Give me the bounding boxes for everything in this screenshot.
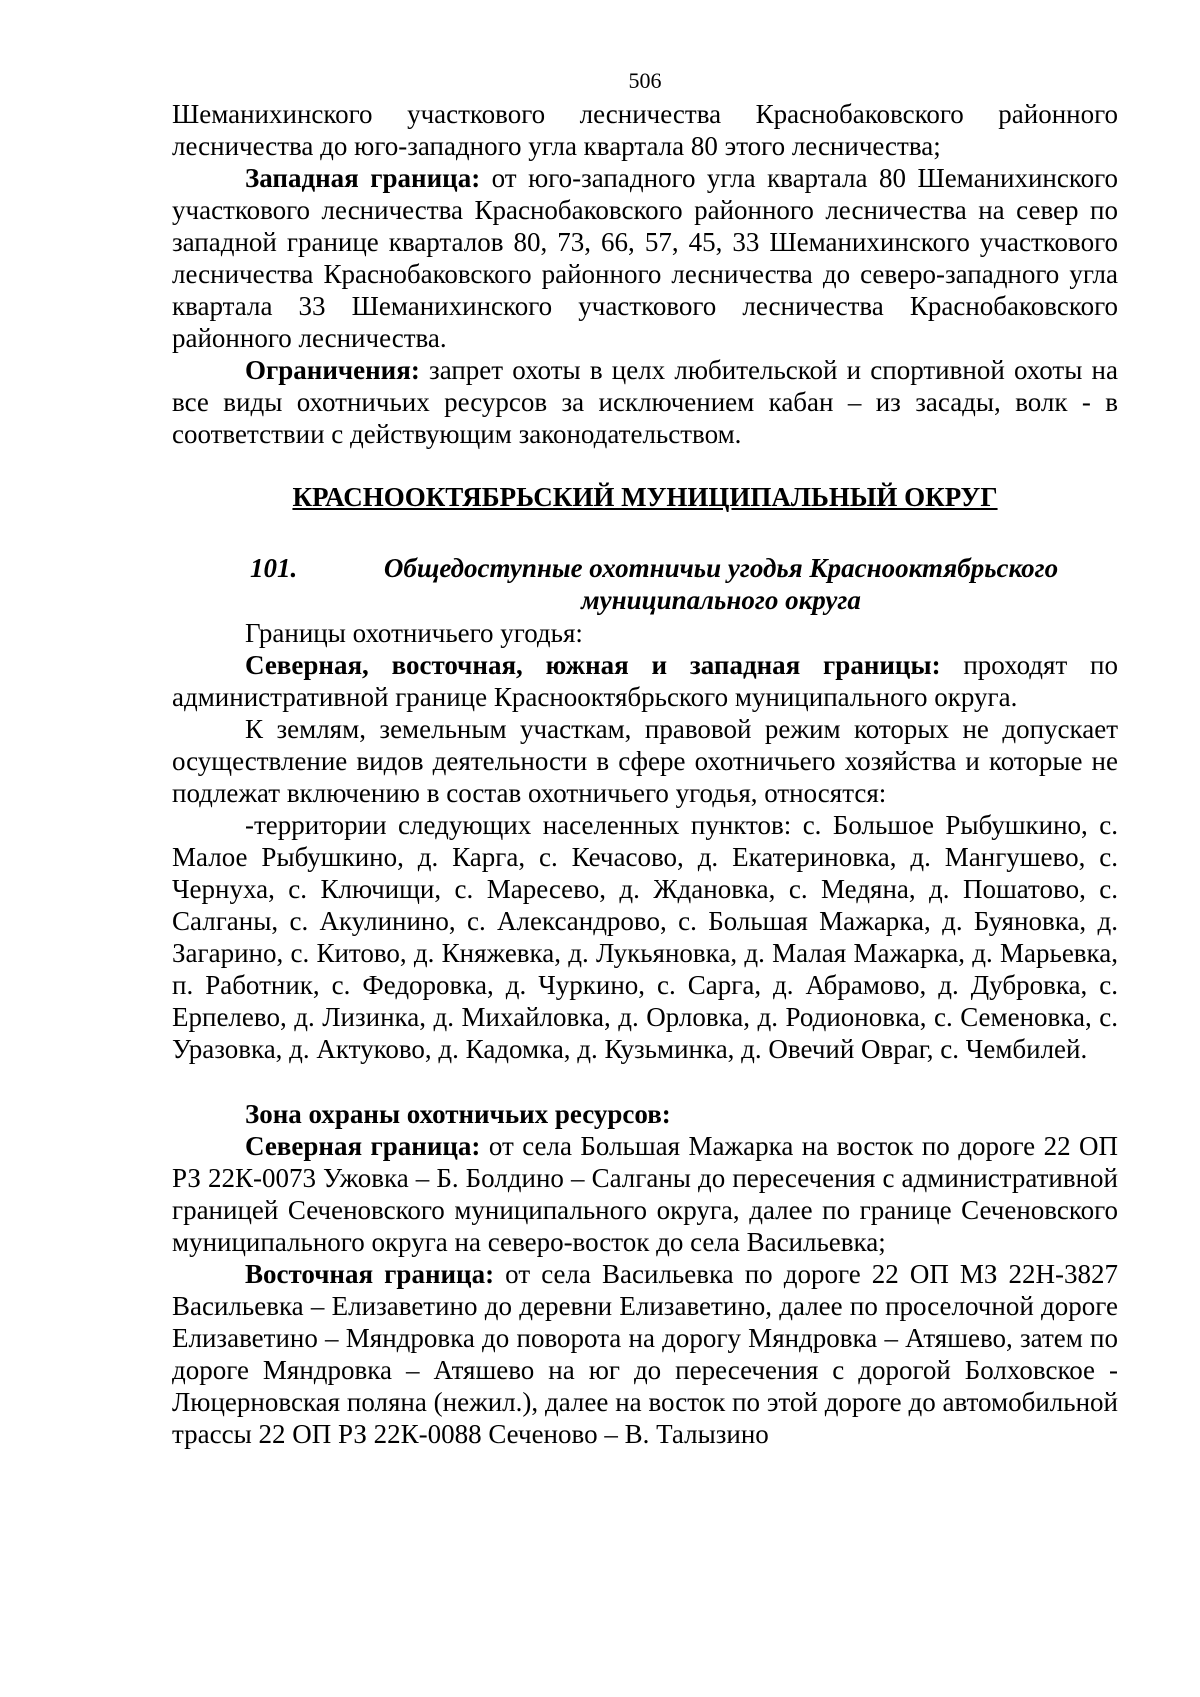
north-boundary-paragraph [172,1130,1118,1258]
document-page [172,66,1118,1450]
all-boundaries-text: проходят по административной границе Краснооктябрьского муниципального округа. [172,650,1118,712]
west-boundary-paragraph [172,162,1118,354]
district-heading: КРАСНООКТЯБРЬСКИЙ МУНИЦИПАЛЬНЫЙ ОКРУГ [292,482,998,512]
west-boundary-text: от юго-западного угла квартала 80 Шеманихинского участкового лесничества Краснобаковского районного лесничества на север по западной границе кварталов 80, 73, 66, 57, 45, 33 Шеманихинского участкового лесничества Краснобаковского районного лесничества до северо-западного угла квартала 33 Шеманихинского участкового лесничества Краснобаковского районного лесничества. [172,163,1118,353]
restrictions-label: Ограничения: [245,355,420,385]
intro-continuation: Шеманихинского участкового лесничества Краснобаковского районного лесничества до юго-западного угла квартала 80 этого лесничества; [172,99,1118,161]
north-boundary-text: от села Большая Мажарка на восток по дороге 22 ОП РЗ 22К-0073 Ужовка – Б. Болдино – Салганы до пересечения с административной границей Сеченовского муниципального округа, далее по границе Сеченовского муниципального округа на северо-восток до села Васильевка; [172,1131,1119,1257]
restrictions-paragraph [172,354,1118,450]
protection-zone-heading-text: Зона охраны охотничьих ресурсов: [245,1099,671,1129]
north-boundary-label: Северная граница: [245,1131,481,1161]
restrictions-text: запрет охоты в целх любительской и спортивной охоты на все виды охотничьих ресурсов за исключением кабан – из засады, волк - в соответствии с действующим законодательством. [172,355,1118,449]
east-boundary-label: Восточная граница: [245,1259,495,1289]
protection-zone-heading [172,1098,1118,1130]
east-boundary-text: от села Васильевка по дороге 22 ОП МЗ 22Н-3827 Васильевка – Елизаветино до деревни Елизаветино, далее по проселочной дороге Елизаветино – Мяндровка до поворота на дорогу Мяндровка – Атяшево, затем по дороге Мяндровка – Атяшево на юг до пересечения с дорогой Болховское - Люцерновская поляна (нежил.), далее на восток по этой дороге до автомобильной трассы 22 ОП РЗ 22К-0088 Сеченово – В. Талызино [172,1259,1119,1449]
all-boundaries-label: Северная, восточная, южная и западная границы: [245,650,941,680]
east-boundary-paragraph [172,1258,1118,1450]
west-boundary-label: Западная граница: [245,163,481,193]
all-boundaries-paragraph [172,649,1118,713]
page-number: 506 [628,68,662,93]
section-number: 101. [250,553,298,583]
exclusion-paragraph: К землям, земельным участкам, правовой режим которых не допускает осуществление видов деятельности в сфере охотничьего хозяйства и которые не подлежат включению в состав охотничьего угодья, относятся: [172,714,1118,808]
section-title [172,552,1118,616]
spacer [172,1065,1118,1098]
settlements-paragraph: -территории следующих населенных пунктов: с. Большое Рыбушкино, с. Малое Рыбушкино, д. Карга, с. Кечасово, д. Екатериновка, д. Мангушево, с. Чернуха, с. Ключищи, с. Маресево, д. Ждановка, с. Медяна, д. Пошатово, с. Салганы, с. Акулинино, с. Александрово, с. Большая Мажарка, д. Буяновка, д. Загарино, с. Китово, д. Княжевка, д. Лукьяновка, д. Малая Мажарка, д. Марьевка, п. Работник, с. Федоровка, д. Чуркино, с. Сарга, д. Абрамово, д. Дубровка, с. Ерпелево, д. Лизинка, д. Михайловка, д. Орловка, д. Родионовка, с. Семеновка, с. Уразовка, д. Актуково, д. Кадомка, д. Кузьминка, д. Овечий Овраг, с. Чембилей. [172,810,1118,1064]
section-title-text: Общедоступные охотничьи угодья Краснооктябрьского муниципального округа [383,553,1059,615]
boundaries-intro: Границы охотничьего угодья: [245,618,583,648]
